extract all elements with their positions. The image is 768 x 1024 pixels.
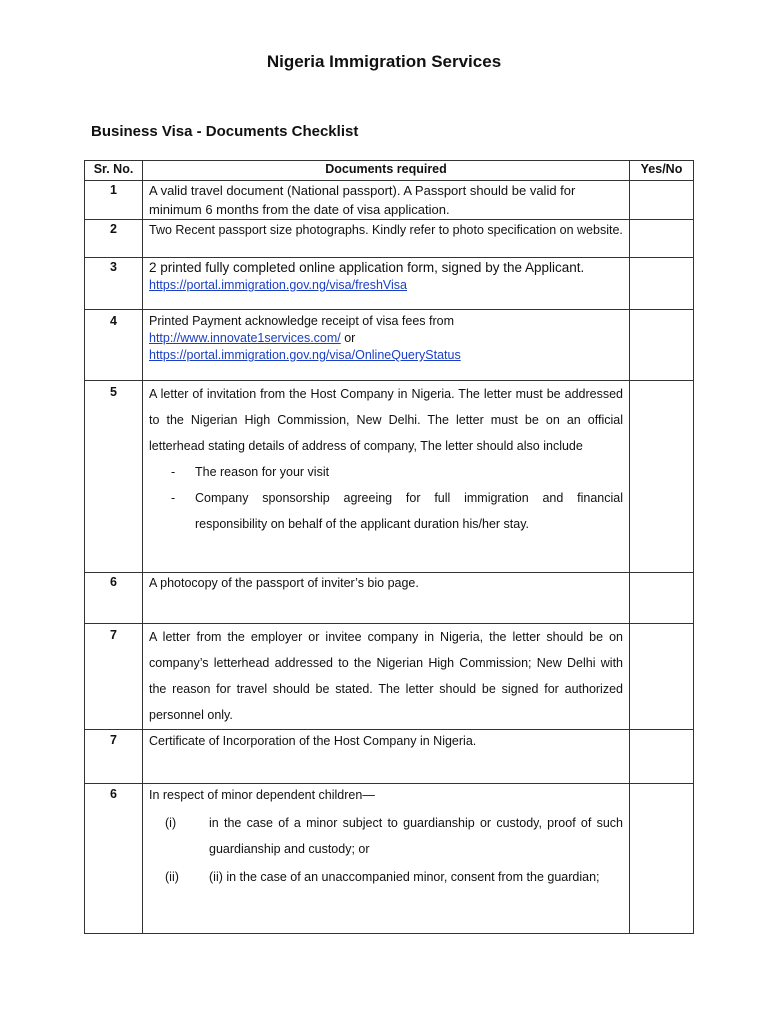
online-query-status-link[interactable]: https://portal.immigration.gov.ng/visa/OnlineQueryStatus (149, 348, 461, 362)
sub-item (149, 862, 623, 890)
row-text: In respect of minor dependent children— (149, 788, 375, 802)
header-documents-required: Documents required (143, 161, 630, 181)
row-document (143, 784, 630, 934)
row-text: Two Recent passport size photographs. Kindly refer to photo specification on website. (149, 223, 623, 237)
row-text: Printed Payment acknowledge receipt of visa fees from (149, 314, 455, 328)
row-number: 5 (85, 381, 143, 573)
row-text: 2 printed fully completed online application form, signed by the Applicant. (149, 260, 585, 275)
row-document (143, 573, 630, 624)
sub-item-number: (ii) (165, 870, 179, 884)
row-document (143, 310, 630, 381)
sub-item-text: (ii) in the case of an unaccompanied minor, consent from the guardian; (209, 870, 600, 884)
table-row (85, 624, 694, 730)
yes-no-cell[interactable] (630, 220, 694, 258)
row-document (143, 730, 630, 784)
row-text: Certificate of Incorporation of the Host Company in Nigeria. (149, 734, 477, 748)
row-document (143, 624, 630, 730)
sub-item-text: in the case of a minor subject to guardianship or custody, proof of such guardianship and custody; or (209, 816, 623, 856)
sub-item-number: (i) (165, 816, 177, 830)
row-number: 7 (85, 730, 143, 784)
table-row (85, 784, 694, 934)
yes-no-cell[interactable] (630, 784, 694, 934)
table-header-row (85, 161, 694, 181)
table-row (85, 181, 694, 220)
row-text: A letter from the employer or invitee company in Nigeria, the letter should be on company’s letterhead addressed to the Nigerian High Commission; New Delhi with the reason for travel should be stated. The letter should be signed for authorized personnel only. (149, 630, 623, 722)
table-row (85, 258, 694, 310)
bullet-list (149, 459, 623, 537)
row-number: 4 (85, 310, 143, 381)
row-text: A letter of invitation from the Host Company in Nigeria. The letter must be addressed to the Nigerian High Commission, New Delhi. The letter must be on an official letterhead stating details of address of company, The letter should also include (149, 387, 623, 453)
table-row (85, 310, 694, 381)
table-row (85, 730, 694, 784)
row-number: 7 (85, 624, 143, 730)
innovate-link[interactable]: http://www.innovate1services.com/ (149, 331, 341, 345)
or-text: or (344, 331, 356, 345)
yes-no-cell[interactable] (630, 624, 694, 730)
header-sr-no: Sr. No. (85, 161, 143, 181)
table-row (85, 381, 694, 573)
table-row (85, 220, 694, 258)
row-number: 1 (85, 181, 143, 220)
section-title: Business Visa - Documents Checklist (91, 123, 359, 140)
row-document (143, 258, 630, 310)
table-row (85, 573, 694, 624)
row-text: A valid travel document (National passport). A Passport should be valid for minimum 6 months from the date of visa application. (149, 183, 576, 217)
page-title: Nigeria Immigration Services (266, 52, 502, 71)
row-text: A photocopy of the passport of inviter’s bio page. (149, 576, 419, 590)
row-number: 3 (85, 258, 143, 310)
header-yes-no: Yes/No (630, 161, 694, 181)
bullet-item: - The reason for your visit (171, 465, 330, 479)
bullet-item: - Company sponsorship agreeing for full immigration and financial responsibility on behalf of the applicant duration his/her stay. (171, 491, 623, 531)
yes-no-cell[interactable] (630, 381, 694, 573)
yes-no-cell[interactable] (630, 730, 694, 784)
row-document (143, 220, 630, 258)
checklist-table (84, 160, 694, 934)
yes-no-cell[interactable] (630, 310, 694, 381)
row-number: 6 (85, 784, 143, 934)
yes-no-cell[interactable] (630, 258, 694, 310)
fresh-visa-link[interactable]: https://portal.immigration.gov.ng/visa/freshVisa (149, 278, 407, 292)
row-number: 6 (85, 573, 143, 624)
yes-no-cell[interactable] (630, 181, 694, 220)
row-number: 2 (85, 220, 143, 258)
sub-item (149, 810, 623, 862)
yes-no-cell[interactable] (630, 573, 694, 624)
row-document (143, 381, 630, 573)
row-document (143, 181, 630, 220)
